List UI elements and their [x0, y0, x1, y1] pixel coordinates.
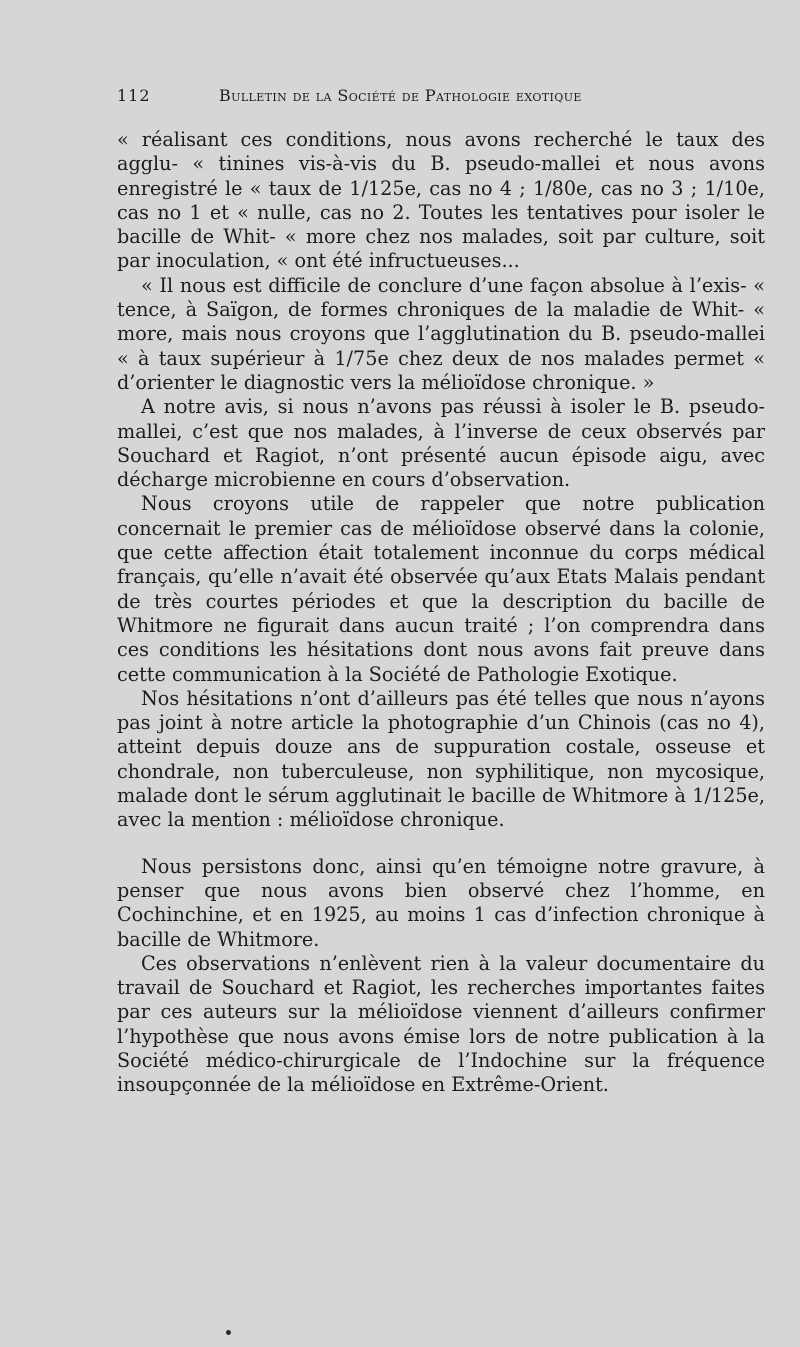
quote-paragraph: « Il nous est difficile de conclure d’une façon absolue à l’exis- « tence, à Saïgon, de formes chroniques de la maladie de Whit- « more, mais nous croyons que l’agglutination du B. pseudo-mallei « à taux supérieur à 1/75e chez deux de nos malades permet « d’orienter le diagnostic vers la mélioïdose chronique. »: [117, 273, 765, 394]
quote-paragraph: « réalisant ces conditions, nous avons recherché le taux des agglu- « tinines vis-à-vis du B. pseudo-mallei et nous avons enregistré le « taux de 1/125e, cas no 4 ; 1/80e, cas no 3 ; 1/10e, cas no 1 et « nulle, cas no 2. Toutes les tentatives pour isoler le bacille de Whit- « more chez nos malades, soit par culture, soit par inoculation, « ont été infructueuses...: [117, 128, 765, 273]
paragraph: A notre avis, si nous n’avons pas réussi à isoler le B. pseudo-mallei, c’est que nos malades, à l’inverse de ceux observés par Souchard et Ragiot, n’ont présenté aucun épisode aigu, avec décharge microbienne en cours d’observation.: [117, 395, 765, 492]
running-title: Bulletin de la Société de Pathologie exotique: [219, 86, 582, 105]
body-text: [117, 128, 765, 1098]
paragraph: Nous croyons utile de rappeler que notre publication concernait le premier cas de mélioïdose observé dans la colonie, que cette affection était totalement inconnue du corps médical français, qu’elle n’avait été observée qu’aux Etats Malais pendant de très courtes périodes et que la description du bacille de Whitmore ne figurait dans aucun traité ; l’on comprendra dans ces conditions les hésitations dont nous avons fait preuve dans cette communication à la Société de Pathologie Exotique.: [117, 492, 765, 686]
paragraph: Nos hésitations n’ont d’ailleurs pas été telles que nous n’ayons pas joint à notre article la photographie d’un Chinois (cas no 4), atteint depuis douze ans de suppuration costale, osseuse et chondrale, non tuberculeuse, non syphilitique, non mycosique, malade dont le sérum agglutinait le bacille de Whitmore à 1/125e, avec la mention : mélioïdose chronique.: [117, 686, 765, 832]
running-header: [117, 86, 767, 110]
paragraph: Nous persistons donc, ainsi qu’en témoigne notre gravure, à penser que nous avons bien observé chez l’homme, en Cochinchine, et en 1925, au moins 1 cas d’infection chronique à bacille de Whitmore.: [117, 854, 765, 951]
page-number: 112: [117, 86, 151, 105]
ink-dot: [226, 1330, 231, 1335]
paragraph: Ces observations n’enlèvent rien à la valeur documentaire du travail de Souchard et Ragiot, les recherches importantes faites par ces auteurs sur la mélioïdose viennent d’ailleurs confirmer l’hypothèse que nous avons émise lors de notre publication à la Société médico-chirurgicale de l’Indochine sur la fréquence insoupçonnée de la mélioïdose en Extrême-Orient.: [117, 951, 765, 1097]
